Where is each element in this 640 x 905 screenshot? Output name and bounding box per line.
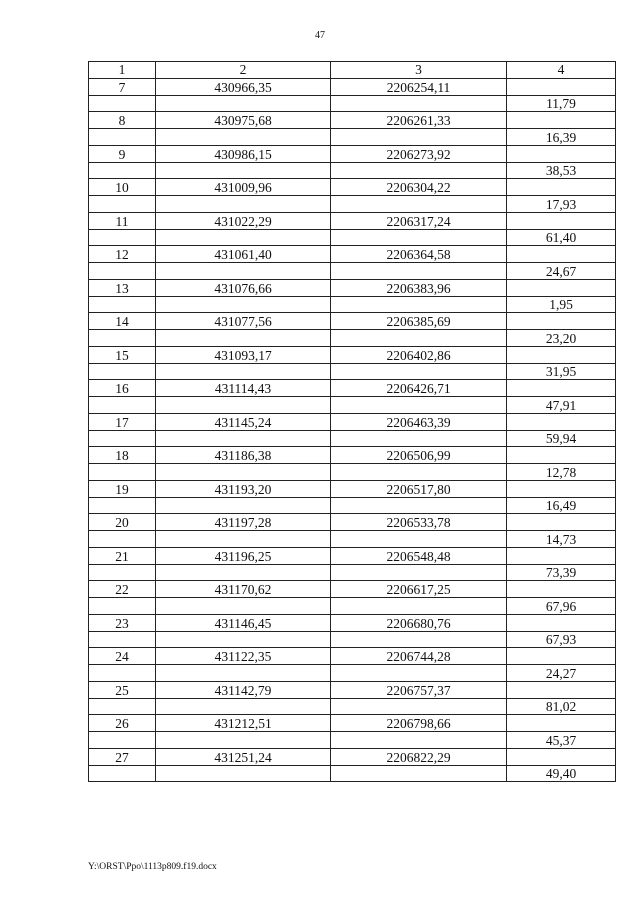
empty-cell [331, 162, 507, 179]
empty-cell [507, 514, 616, 531]
point-number-cell: 13 [89, 279, 156, 296]
table-row [89, 263, 616, 280]
distance-cell: 38,53 [507, 162, 616, 179]
empty-cell [156, 564, 331, 581]
x-coordinate-cell: 431114,43 [156, 380, 331, 397]
empty-cell [331, 430, 507, 447]
point-number-cell: 22 [89, 581, 156, 598]
column-header-4: 4 [507, 62, 616, 79]
empty-cell [331, 363, 507, 380]
point-number-cell: 24 [89, 648, 156, 665]
empty-cell [331, 665, 507, 682]
empty-cell [507, 480, 616, 497]
empty-cell [507, 78, 616, 95]
point-number-cell: 10 [89, 179, 156, 196]
x-coordinate-cell: 431196,25 [156, 547, 331, 564]
table-row [89, 665, 616, 682]
x-coordinate-cell: 431093,17 [156, 346, 331, 363]
empty-cell [156, 330, 331, 347]
table-row [89, 363, 616, 380]
empty-cell [89, 464, 156, 481]
x-coordinate-cell: 431142,79 [156, 681, 331, 698]
x-coordinate-cell: 431145,24 [156, 413, 331, 430]
empty-cell [89, 296, 156, 313]
empty-cell [507, 715, 616, 732]
table-row [89, 447, 616, 464]
table-row [89, 464, 616, 481]
empty-cell [331, 330, 507, 347]
x-coordinate-cell: 430986,15 [156, 145, 331, 162]
empty-cell [331, 497, 507, 514]
distance-cell: 61,40 [507, 229, 616, 246]
empty-cell [156, 665, 331, 682]
table-row [89, 279, 616, 296]
empty-cell [331, 95, 507, 112]
empty-cell [331, 765, 507, 782]
empty-cell [156, 397, 331, 414]
distance-cell: 24,27 [507, 665, 616, 682]
empty-cell [331, 464, 507, 481]
point-number-cell: 15 [89, 346, 156, 363]
empty-cell [89, 497, 156, 514]
empty-cell [89, 765, 156, 782]
coordinates-table [88, 61, 616, 782]
column-header-2: 2 [156, 62, 331, 79]
empty-cell [507, 279, 616, 296]
empty-cell [89, 95, 156, 112]
distance-cell: 1,95 [507, 296, 616, 313]
point-number-cell: 9 [89, 145, 156, 162]
empty-cell [507, 346, 616, 363]
table-row [89, 698, 616, 715]
table-row [89, 246, 616, 263]
empty-cell [89, 229, 156, 246]
table-row [89, 212, 616, 229]
y-coordinate-cell: 2206304,22 [331, 179, 507, 196]
table-row [89, 129, 616, 146]
empty-cell [156, 464, 331, 481]
table-row [89, 229, 616, 246]
y-coordinate-cell: 2206506,99 [331, 447, 507, 464]
distance-cell: 16,49 [507, 497, 616, 514]
point-number-cell: 11 [89, 212, 156, 229]
point-number-cell: 12 [89, 246, 156, 263]
empty-cell [156, 765, 331, 782]
point-number-cell: 16 [89, 380, 156, 397]
table-row [89, 78, 616, 95]
table-row [89, 330, 616, 347]
table-row [89, 296, 616, 313]
table-row [89, 732, 616, 749]
table-row [89, 547, 616, 564]
table-row [89, 631, 616, 648]
empty-cell [89, 564, 156, 581]
point-number-cell: 14 [89, 313, 156, 330]
y-coordinate-cell: 2206254,11 [331, 78, 507, 95]
empty-cell [156, 631, 331, 648]
point-number-cell: 18 [89, 447, 156, 464]
empty-cell [507, 581, 616, 598]
table-row [89, 196, 616, 213]
table-row [89, 162, 616, 179]
empty-cell [331, 698, 507, 715]
empty-cell [507, 313, 616, 330]
x-coordinate-cell: 431076,66 [156, 279, 331, 296]
empty-cell [156, 229, 331, 246]
empty-cell [507, 447, 616, 464]
x-coordinate-cell: 430966,35 [156, 78, 331, 95]
table-row [89, 346, 616, 363]
point-number-cell: 27 [89, 748, 156, 765]
empty-cell [89, 732, 156, 749]
empty-cell [89, 430, 156, 447]
point-number-cell: 19 [89, 480, 156, 497]
table-row [89, 480, 616, 497]
x-coordinate-cell: 431022,29 [156, 212, 331, 229]
y-coordinate-cell: 2206317,24 [331, 212, 507, 229]
table-row [89, 648, 616, 665]
empty-cell [89, 531, 156, 548]
empty-cell [331, 598, 507, 615]
x-coordinate-cell: 431061,40 [156, 246, 331, 263]
point-number-cell: 21 [89, 547, 156, 564]
y-coordinate-cell: 2206798,66 [331, 715, 507, 732]
empty-cell [331, 564, 507, 581]
empty-cell [331, 732, 507, 749]
empty-cell [89, 631, 156, 648]
empty-cell [89, 330, 156, 347]
distance-cell: 47,91 [507, 397, 616, 414]
empty-cell [507, 145, 616, 162]
empty-cell [507, 112, 616, 129]
y-coordinate-cell: 2206385,69 [331, 313, 507, 330]
empty-cell [156, 598, 331, 615]
y-coordinate-cell: 2206822,29 [331, 748, 507, 765]
table-row [89, 95, 616, 112]
empty-cell [331, 631, 507, 648]
x-coordinate-cell: 431122,35 [156, 648, 331, 665]
point-number-cell: 7 [89, 78, 156, 95]
distance-cell: 67,93 [507, 631, 616, 648]
y-coordinate-cell: 2206617,25 [331, 581, 507, 598]
x-coordinate-cell: 431212,51 [156, 715, 331, 732]
coordinates-table-body [89, 62, 616, 782]
empty-cell [156, 263, 331, 280]
footer-file-path: Y:\ORST\Ppo\1113p809.f19.docx [88, 862, 217, 872]
empty-cell [331, 229, 507, 246]
table-row [89, 514, 616, 531]
y-coordinate-cell: 2206426,71 [331, 380, 507, 397]
empty-cell [156, 95, 331, 112]
x-coordinate-cell: 431197,28 [156, 514, 331, 531]
empty-cell [507, 246, 616, 263]
page-number: 47 [315, 30, 325, 41]
x-coordinate-cell: 431170,62 [156, 581, 331, 598]
table-row [89, 614, 616, 631]
y-coordinate-cell: 2206261,33 [331, 112, 507, 129]
table-row [89, 112, 616, 129]
empty-cell [331, 196, 507, 213]
empty-cell [89, 263, 156, 280]
empty-cell [507, 748, 616, 765]
point-number-cell: 20 [89, 514, 156, 531]
point-number-cell: 8 [89, 112, 156, 129]
distance-cell: 23,20 [507, 330, 616, 347]
y-coordinate-cell: 2206273,92 [331, 145, 507, 162]
y-coordinate-cell: 2206463,39 [331, 413, 507, 430]
empty-cell [507, 681, 616, 698]
table-row [89, 380, 616, 397]
empty-cell [507, 413, 616, 430]
empty-cell [507, 547, 616, 564]
empty-cell [156, 196, 331, 213]
table-row [89, 313, 616, 330]
table-row [89, 397, 616, 414]
x-coordinate-cell: 430975,68 [156, 112, 331, 129]
empty-cell [331, 263, 507, 280]
x-coordinate-cell: 431146,45 [156, 614, 331, 631]
y-coordinate-cell: 2206757,37 [331, 681, 507, 698]
distance-cell: 31,95 [507, 363, 616, 380]
y-coordinate-cell: 2206548,48 [331, 547, 507, 564]
empty-cell [331, 531, 507, 548]
empty-cell [89, 196, 156, 213]
distance-cell: 12,78 [507, 464, 616, 481]
y-coordinate-cell: 2206364,58 [331, 246, 507, 263]
point-number-cell: 23 [89, 614, 156, 631]
empty-cell [507, 179, 616, 196]
x-coordinate-cell: 431193,20 [156, 480, 331, 497]
table-row [89, 497, 616, 514]
y-coordinate-cell: 2206383,96 [331, 279, 507, 296]
empty-cell [89, 698, 156, 715]
x-coordinate-cell: 431009,96 [156, 179, 331, 196]
distance-cell: 45,37 [507, 732, 616, 749]
point-number-cell: 17 [89, 413, 156, 430]
empty-cell [89, 598, 156, 615]
empty-cell [507, 212, 616, 229]
empty-cell [331, 296, 507, 313]
column-header-1: 1 [89, 62, 156, 79]
empty-cell [156, 497, 331, 514]
table-row [89, 681, 616, 698]
empty-cell [156, 732, 331, 749]
x-coordinate-cell: 431077,56 [156, 313, 331, 330]
table-row [89, 430, 616, 447]
table-row [89, 413, 616, 430]
empty-cell [156, 296, 331, 313]
table-row [89, 531, 616, 548]
distance-cell: 73,39 [507, 564, 616, 581]
y-coordinate-cell: 2206744,28 [331, 648, 507, 665]
empty-cell [331, 129, 507, 146]
distance-cell: 14,73 [507, 531, 616, 548]
empty-cell [507, 614, 616, 631]
empty-cell [331, 397, 507, 414]
empty-cell [507, 380, 616, 397]
empty-cell [89, 363, 156, 380]
empty-cell [89, 397, 156, 414]
table-row [89, 564, 616, 581]
table-row [89, 581, 616, 598]
y-coordinate-cell: 2206533,78 [331, 514, 507, 531]
point-number-cell: 26 [89, 715, 156, 732]
empty-cell [156, 430, 331, 447]
y-coordinate-cell: 2206402,86 [331, 346, 507, 363]
table-row [89, 748, 616, 765]
table-header-row [89, 62, 616, 79]
empty-cell [156, 531, 331, 548]
distance-cell: 49,40 [507, 765, 616, 782]
y-coordinate-cell: 2206517,80 [331, 480, 507, 497]
table-row [89, 145, 616, 162]
x-coordinate-cell: 431251,24 [156, 748, 331, 765]
empty-cell [89, 665, 156, 682]
table-row [89, 715, 616, 732]
empty-cell [89, 129, 156, 146]
empty-cell [507, 648, 616, 665]
distance-cell: 59,94 [507, 430, 616, 447]
y-coordinate-cell: 2206680,76 [331, 614, 507, 631]
distance-cell: 24,67 [507, 263, 616, 280]
distance-cell: 67,96 [507, 598, 616, 615]
table-row [89, 598, 616, 615]
empty-cell [156, 698, 331, 715]
point-number-cell: 25 [89, 681, 156, 698]
distance-cell: 81,02 [507, 698, 616, 715]
table-row [89, 179, 616, 196]
x-coordinate-cell: 431186,38 [156, 447, 331, 464]
distance-cell: 16,39 [507, 129, 616, 146]
empty-cell [156, 129, 331, 146]
table-row [89, 765, 616, 782]
column-header-3: 3 [331, 62, 507, 79]
empty-cell [156, 162, 331, 179]
empty-cell [156, 363, 331, 380]
distance-cell: 11,79 [507, 95, 616, 112]
distance-cell: 17,93 [507, 196, 616, 213]
empty-cell [89, 162, 156, 179]
